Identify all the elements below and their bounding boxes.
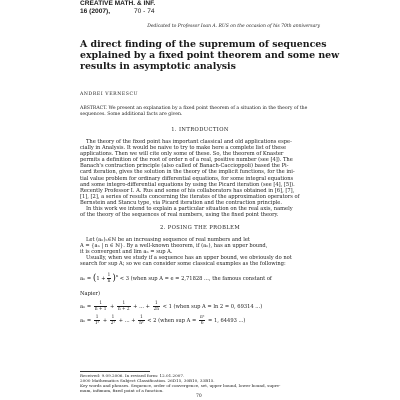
text-line: Recently Professor I. A. Rus and some of his collaborators has obtained in [6], [7], (80, 187, 295, 194)
fraction (110, 315, 116, 326)
text-line: [1], [2], a series of results concerning the iterates of the approximation operators of (80, 193, 300, 200)
denominator: n + 1 (94, 305, 107, 311)
denominator: n + 2 (118, 305, 130, 311)
denominator: n (107, 277, 111, 283)
equation-ln2: aₙ = $\frac{1}{n + 1}$ + $\frac{1}{n + 2}$ + ... + $\frac{1}{2n}$ < 1 (when sup A = ln 2 = 0, 69314 ...) (80, 300, 263, 311)
footnote-line: mum, infimum, fixed point of a function. (80, 387, 164, 393)
journal-volume-year: 16 (2007), (80, 7, 111, 15)
denominator: 2n (153, 305, 159, 311)
fraction (138, 315, 144, 326)
numerator: 1 (94, 301, 108, 307)
author-name: ANDREI VERNESCU (80, 92, 139, 97)
text-line: applications. Then we will cite only some of these. So, the theorem of Knaster (80, 151, 284, 158)
denominator: 2² (110, 319, 116, 325)
abstract-line: sequences. Some additional facts are given. (80, 111, 183, 117)
text-line: of the theory of the sequences of real numbers, using the fixed point theory. (80, 212, 279, 219)
journal-name: CREATIVE MATH. & INF. (80, 0, 156, 7)
text-line: it is convergent and lim aₙ = sup A. (80, 249, 173, 256)
equation-basel: aₙ = $\frac{1}{\text{1²}}$ + $\frac{1}{\text{2²}}$ + ... + $\frac{1}{\text{n²}}$ < 2 (when sup A = $\frac{\text{π²}}{6}$ = 1, 64493 ...) (80, 314, 246, 325)
text-line: A = {aₙ | n ∈ ℕ}. By a well-known theorem, if (aₙ), has an upper bound, (80, 243, 268, 250)
title-line: results in asymptotic analysis (80, 61, 236, 72)
footnote-line: Received: 9.09.2006. In revised form: 12.01.2007. (80, 373, 185, 378)
equation-napier-continued: Napier) (80, 291, 101, 297)
journal-pages: 70 - 74 (134, 7, 155, 15)
introduction-paragraph (80, 139, 320, 218)
text-line: permits a definition of the root of order n of a real, positive number (see [4]). The (80, 157, 293, 164)
equation-lhs: aₙ = (80, 303, 92, 310)
equation-rhs: < 3 (when sup A = e = 2,71828 ..., the famous constant of (119, 275, 272, 282)
footnote-rule (80, 371, 150, 372)
text-line: search for sup A; so we can consider some classical examples as the following: (80, 261, 286, 268)
dedication: Dedicated to Professor Ioan A. RUS on the occasion of his 70th anniversary (147, 24, 320, 29)
denominator: 6 (200, 319, 204, 325)
text-line: The theory of the fixed point has important classical and old applications espe- (86, 139, 292, 145)
numerator: 1 (153, 301, 160, 307)
equation-term: 1 + (96, 275, 106, 282)
numerator: π² (199, 314, 205, 319)
fraction (94, 301, 108, 312)
equation-lhs: aₙ = (80, 275, 92, 282)
section-heading-introduction: 1. INTRODUCTION (171, 127, 229, 133)
numerator: 1 (117, 301, 131, 307)
text-line: tial value problem for ordinary differential equations, for some integral equations (80, 175, 294, 182)
abstract-line: ABSTRACT. We present an explanation by a fixed point theorem of a situation in the theory of the (80, 106, 308, 111)
footnote-line: Key words and phrases. Sequence, order of convergence, set, upper bound, lower bound, supre- (80, 382, 281, 388)
text-line: Let (aₙ)ₙ∈ℕ be an increasing sequence of real numbers and let (86, 237, 250, 243)
text-line: Banach's contraction principle (also called of Banach-Caccioppoli) based the Pi- (80, 163, 289, 170)
left-paren: ( (92, 273, 97, 284)
numerator: 1 (107, 272, 111, 277)
title-line: A direct finding of the supremum of sequences (80, 39, 327, 50)
text-line: Bernstein and Stancu type, via Picard iteration and the contraction principle. (80, 199, 282, 206)
fraction (153, 301, 160, 312)
equation-rhs: < 2 (when sup A = (147, 317, 197, 324)
numerator: 1 (95, 314, 99, 319)
numerator: 1 (140, 314, 143, 319)
right-paren: ) (112, 273, 116, 284)
equation-napier (80, 273, 320, 284)
text-line: Usually, when we study if a sequence has an upper bound, we obviously do not (86, 255, 292, 262)
text-line: card iteration, gives the solution in the theory of the implicit functions, for the ini- (80, 169, 295, 176)
equation-lhs: aₙ = (80, 317, 92, 324)
text-line: cially in Analysis. It would be naive to try to make here a complete list of these (80, 145, 286, 152)
equation-rhs: = 1, 64493 ...) (208, 317, 246, 324)
fraction (107, 273, 112, 284)
abstract (80, 106, 320, 117)
page-number: 70 (196, 394, 202, 399)
text-line: In this work we intend to explain a particular situation on the real axis, namely (86, 206, 293, 213)
paper-title (80, 39, 340, 72)
section-heading-posing-the-problem: 2. POSING THE PROBLEM (159, 225, 241, 231)
numerator: 1 (111, 314, 115, 319)
footnotes (80, 374, 320, 394)
footnote-line: 2000 Mathematics Subject Classification. 26D15, 30B10, 33B15. (80, 377, 215, 383)
journal-header (80, 0, 155, 16)
text-line: and some integro-differential equations by using the Picard iteration (see [4], [5]). (80, 181, 295, 188)
fraction (199, 315, 205, 326)
fraction (117, 301, 131, 312)
problem-paragraph (80, 237, 320, 267)
fraction (94, 315, 100, 326)
equation-rhs: < 1 (when sup A = ln 2 = 0, 69314 ...) (162, 303, 263, 310)
title-line: explained by a fixed point theorem and some new (80, 50, 340, 61)
denominator: 1² (94, 319, 100, 325)
denominator: n² (139, 319, 144, 325)
exponent: n (115, 274, 119, 279)
